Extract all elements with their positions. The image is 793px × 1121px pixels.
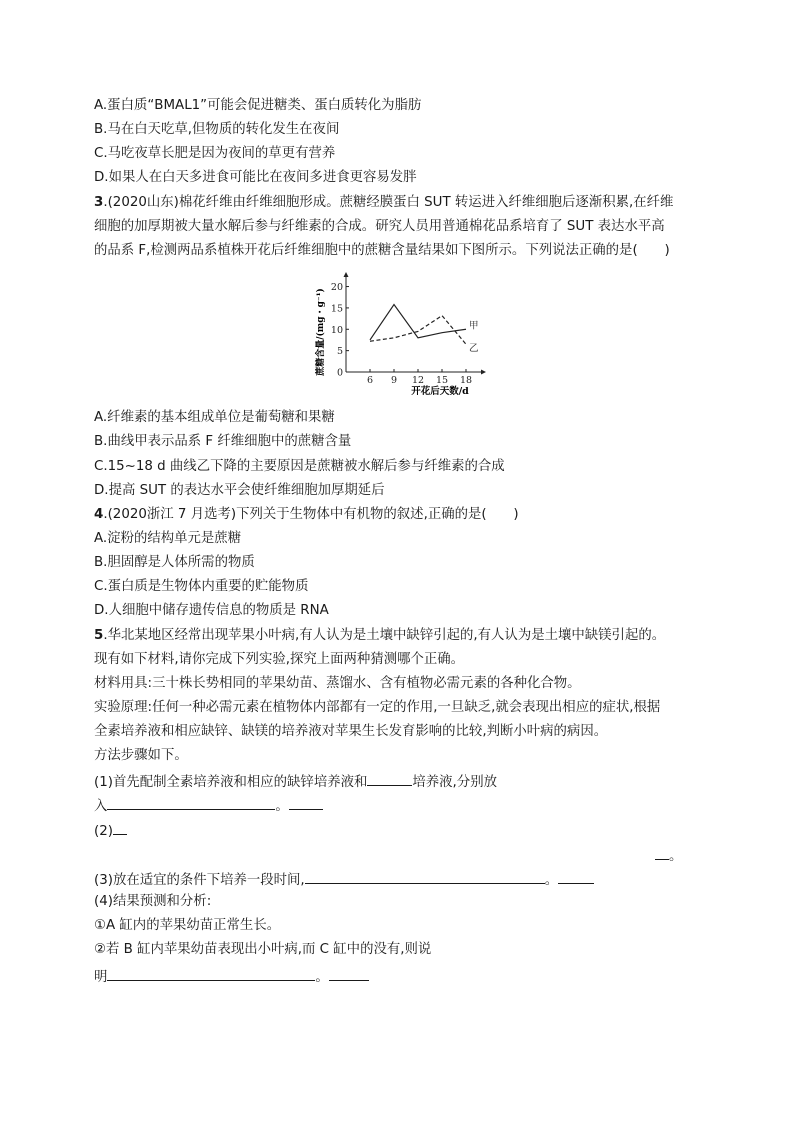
answer-blank-2b[interactable] bbox=[289, 795, 323, 810]
chart-axes bbox=[344, 272, 487, 375]
q5-step3-text: (3)放在适宜的条件下培养一段时间, bbox=[94, 873, 305, 888]
q5-principle-line1: 实验原理:任何一种必需元素在植物体内部都有一定的作用,一旦缺乏,就会表现出相应的症状,根据 bbox=[94, 700, 661, 715]
q3-option-a: A.纤维素的基本组成单位是葡萄糖和果糖 bbox=[94, 410, 335, 425]
answer-blank-4b[interactable] bbox=[558, 869, 594, 884]
series-line-2 bbox=[370, 316, 466, 345]
answer-blank-4[interactable] bbox=[305, 869, 545, 884]
q5-result2-text-b: 明 bbox=[94, 970, 108, 985]
q4-option-c: C.蛋白质是生物体内重要的贮能物质 bbox=[94, 579, 309, 594]
q5-step2-line1 bbox=[94, 820, 127, 841]
q5-method: 方法步骤如下。 bbox=[94, 748, 188, 763]
q5-result2-line2 bbox=[94, 966, 369, 987]
x-tick-label: 6 bbox=[366, 375, 374, 386]
q4-option-d: D.人细胞中储存遗传信息的物质是 RNA bbox=[94, 603, 329, 618]
chart-series bbox=[370, 304, 479, 354]
chart-x-label: 开花后天数/d bbox=[411, 386, 469, 397]
q5-number: 5 bbox=[94, 628, 104, 643]
sucrose-chart-svg bbox=[312, 270, 492, 400]
x-axis-arrow bbox=[481, 370, 486, 375]
q5-stem-line1 bbox=[94, 627, 665, 645]
q5-principle-line2: 全素培养液和相应缺锌、缺镁的培养液对苹果生长发育影响的比较,判断小叶病的病因。 bbox=[94, 724, 608, 739]
q5-step1-line2 bbox=[94, 795, 323, 816]
q5-step1-line1 bbox=[94, 771, 497, 792]
q4-option-a: A.淀粉的结构单元是蔗糖 bbox=[94, 531, 242, 546]
q2-option-c: C.马吃夜草长肥是因为夜间的草更有营养 bbox=[94, 146, 336, 161]
q5-materials: 材料用具:三十株长势相同的苹果幼苗、蒸馏水、含有植物必需元素的各种化合物。 bbox=[94, 676, 581, 691]
answer-blank-5[interactable] bbox=[107, 966, 315, 981]
y-tick-label: 20 bbox=[330, 282, 343, 294]
q5-step3-period: 。 bbox=[544, 873, 559, 888]
series-label-1: 甲 bbox=[469, 320, 479, 332]
q5-step1-period: 。 bbox=[275, 799, 289, 814]
q5-step4: (4)结果预测和分析: bbox=[94, 894, 212, 909]
series-label-2: 乙 bbox=[469, 343, 479, 355]
sucrose-chart bbox=[312, 270, 492, 400]
y-tick-label: 0 bbox=[336, 367, 343, 379]
x-tick-label: 9 bbox=[390, 375, 398, 386]
q3-option-d: D.提高 SUT 的表达水平会使纤维细胞加厚期延后 bbox=[94, 483, 385, 498]
answer-blank-5b[interactable] bbox=[329, 966, 369, 981]
q3-stem-line1 bbox=[94, 194, 673, 212]
q5-step2-text: (2) bbox=[94, 824, 113, 839]
q5-result2-line1: ②若 B 缸内苹果幼苗表现出小叶病,而 C 缸中的没有,则说 bbox=[94, 942, 432, 957]
x-tick-label: 18 bbox=[459, 375, 473, 386]
q2-option-a: A.蛋白质“BMAL1”可能会促进糖类、蛋白质转化为脂肪 bbox=[94, 98, 422, 113]
q4-option-b: B.胆固醇是人体所需的物质 bbox=[94, 555, 255, 570]
series-line-1 bbox=[370, 304, 466, 339]
q5-step3-line bbox=[94, 869, 594, 890]
q5-result1: ①A 缸内的苹果幼苗正常生长。 bbox=[94, 918, 281, 933]
x-tick-label: 12 bbox=[411, 375, 425, 386]
q2-option-d: D.如果人在白天多进食可能比在夜间多进食更容易发胖 bbox=[94, 170, 417, 185]
q5-step2-line2 bbox=[655, 845, 682, 866]
q3-number: 3 bbox=[94, 195, 104, 210]
y-tick-label: 15 bbox=[330, 303, 343, 315]
q3-stem-line2: 细胞的加厚期被大量水解后参与纤维素的合成。研究人员用普通棉花品系培育了 SUT 表达水平高 bbox=[94, 219, 665, 234]
q2-option-b: B.马在白天吃草,但物质的转化发生在夜间 bbox=[94, 122, 340, 137]
q4-stem bbox=[94, 506, 519, 524]
chart-y-label: 蔗糖含量/(mg・g⁻¹) bbox=[316, 288, 326, 376]
q5-step2-period: 。 bbox=[669, 849, 683, 864]
y-axis-arrow bbox=[344, 272, 349, 277]
q5-result2-period: 。 bbox=[315, 970, 329, 985]
answer-blank-2[interactable] bbox=[107, 795, 275, 810]
q5-step1-text-c: 入 bbox=[94, 799, 108, 814]
q5-step1-text-a: (1)首先配制全素培养液和相应的缺锌培养液和 bbox=[94, 775, 368, 790]
q3-stem-text: .(2020山东)棉花纤维由纤维细胞形成。蔗糖经膜蛋白 SUT 转运进入纤维细胞后逐渐积累,在纤维 bbox=[103, 195, 674, 210]
y-tick-label: 10 bbox=[330, 324, 343, 336]
answer-blank-3b[interactable] bbox=[655, 845, 669, 860]
q4-stem-text: .(2020浙江 7 月选考)下列关于生物体中有机物的叙述,正确的是( ) bbox=[103, 507, 519, 522]
q5-stem-line2: 现有如下材料,请你完成下列实验,探究上面两种猜测哪个正确。 bbox=[94, 652, 465, 667]
x-tick-label: 15 bbox=[435, 375, 449, 386]
q3-option-b: B.曲线甲表示品系 F 纤维细胞中的蔗糖含量 bbox=[94, 434, 352, 449]
q4-number: 4 bbox=[94, 507, 104, 522]
q3-option-c: C.15~18 d 曲线乙下降的主要原因是蔗糖被水解后参与纤维素的合成 bbox=[94, 459, 505, 474]
q3-stem-line3: 的品系 F,检测两品系植株开花后纤维细胞中的蔗糖含量结果如下图所示。下列说法正确的是( ) bbox=[94, 243, 670, 258]
y-tick-label: 5 bbox=[336, 346, 343, 358]
answer-blank-1[interactable] bbox=[367, 771, 412, 786]
q5-step1-text-b: 培养液,分别放 bbox=[412, 775, 497, 790]
q5-stem-text: .华北某地区经常出现苹果小叶病,有人认为是土壤中缺锌引起的,有人认为是土壤中缺镁引起的。 bbox=[103, 628, 666, 643]
answer-blank-3[interactable] bbox=[113, 820, 127, 835]
